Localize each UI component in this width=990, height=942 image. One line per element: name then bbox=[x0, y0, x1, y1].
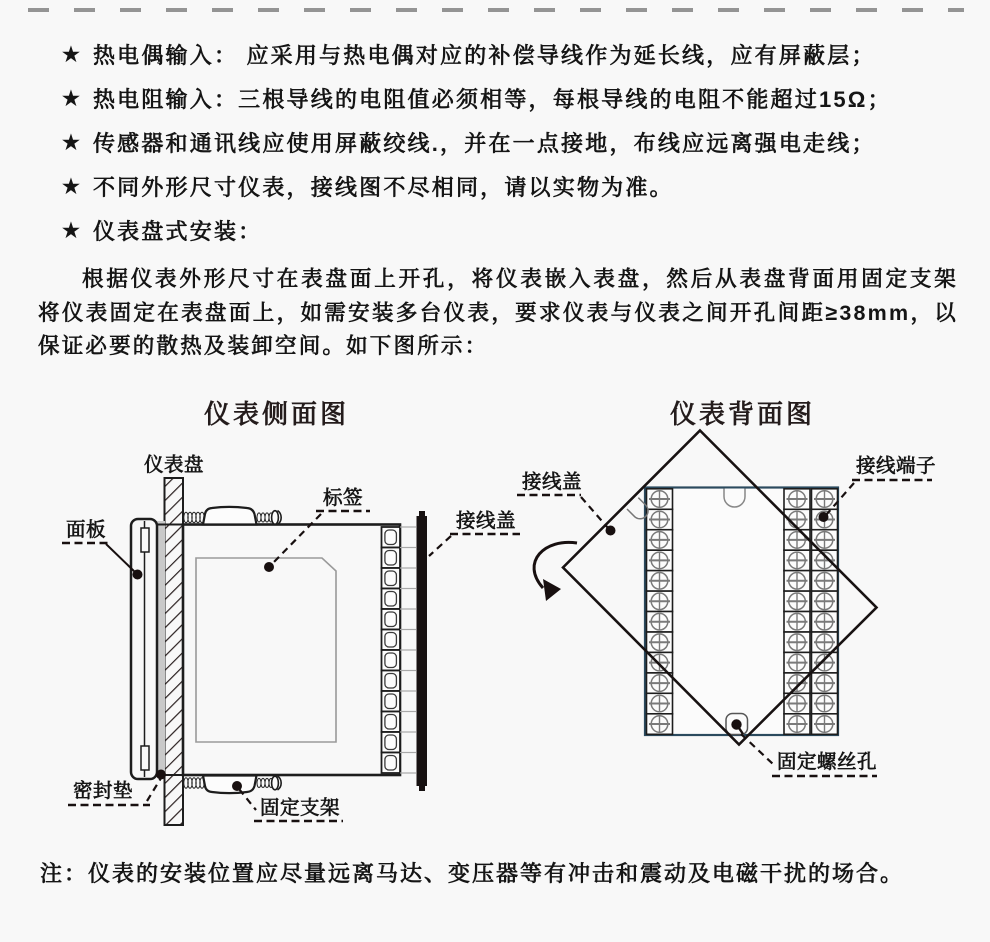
top-notch-shape bbox=[724, 489, 745, 508]
installation-paragraph: 根据仪表外形尺寸在表盘面上开孔，将仪表嵌入表盘，然后从表盘背面用固定支架将仪表固定在表盘面上，如需安装多台仪表，要求仪表与仪表之间开孔间距≥38mm，以保证必要的散热及装卸空间。如下图所示： bbox=[38, 267, 958, 358]
bottom-note: 注：仪表的安装位置应尽量远离马达、变压器等有冲击和震动及电磁干扰的场合。 bbox=[40, 861, 905, 886]
installation-diagrams bbox=[0, 428, 990, 842]
star-icon: ★ bbox=[62, 88, 80, 110]
bullet-item bbox=[62, 176, 967, 198]
label-screw-hole: 固定螺丝孔 bbox=[777, 751, 878, 773]
side-terminal-strip bbox=[382, 527, 401, 773]
bullet-item bbox=[62, 132, 967, 154]
front-panel-dot bbox=[133, 570, 143, 580]
bullet-text: 传感器和通讯线应使用屏蔽绞线.，并在一点接地，布线应远离强电走线； bbox=[92, 131, 876, 156]
star-icon: ★ bbox=[62, 220, 80, 242]
panel-board-shape bbox=[165, 478, 184, 825]
gasket-leader bbox=[147, 778, 161, 801]
terminals-dot bbox=[819, 512, 829, 522]
side-view-title: 仪表侧面图 bbox=[204, 400, 350, 429]
front-panel-shape bbox=[131, 519, 157, 779]
label-back-wiring-cover: 接线盖 bbox=[522, 471, 583, 493]
label-gasket: 密封垫 bbox=[73, 780, 134, 802]
bullet-item bbox=[62, 88, 967, 110]
terminal-column-right-outer bbox=[812, 489, 838, 735]
wiring-cover-bar bbox=[417, 511, 428, 791]
star-icon: ★ bbox=[62, 44, 80, 66]
back-view-title: 仪表背面图 bbox=[670, 400, 816, 429]
star-icon: ★ bbox=[62, 176, 80, 198]
tag-dot bbox=[264, 562, 274, 572]
gasket-dot bbox=[156, 770, 166, 780]
bullet-text: 热电阻输入：三根导线的电阻值必须相等，每根导线的电阻不能超过15Ω； bbox=[92, 87, 892, 112]
rotate-arrow-icon bbox=[534, 542, 577, 601]
top-dashed-divider bbox=[28, 8, 964, 12]
label-tag: 标签 bbox=[323, 487, 364, 509]
bullet-text: 仪表盘式安装： bbox=[92, 219, 263, 244]
back-view-diagram bbox=[517, 431, 936, 777]
top-bracket-shape bbox=[184, 507, 281, 525]
bullet-text: 热电偶输入： 应采用与热电偶对应的补偿导线作为延长线，应有屏蔽层； bbox=[92, 43, 876, 68]
back-cover-leader bbox=[581, 497, 608, 528]
meter-body-shape bbox=[183, 525, 400, 776]
label-bracket: 固定支架 bbox=[260, 797, 341, 819]
back-cover-dot bbox=[606, 526, 616, 536]
label-terminals: 接线端子 bbox=[856, 455, 937, 477]
bullet-text: 不同外形尺寸仪表，接线图不尽相同，请以实物为准。 bbox=[92, 175, 674, 200]
bullet-list bbox=[62, 44, 967, 264]
bullet-item bbox=[62, 220, 967, 242]
terminal-connector-lines bbox=[400, 527, 416, 773]
terminal-column-left bbox=[647, 489, 673, 735]
screw-hole-shape bbox=[726, 714, 748, 735]
screw-hole-leader bbox=[741, 734, 774, 765]
bullet-item bbox=[62, 44, 967, 66]
label-panel-board: 仪表盘 bbox=[144, 454, 205, 476]
side-view-diagram bbox=[62, 453, 520, 825]
side-cover-leader bbox=[429, 536, 451, 556]
star-icon: ★ bbox=[62, 132, 80, 154]
label-side-wiring-cover: 接线盖 bbox=[456, 510, 517, 532]
label-front-panel: 面板 bbox=[66, 519, 107, 541]
